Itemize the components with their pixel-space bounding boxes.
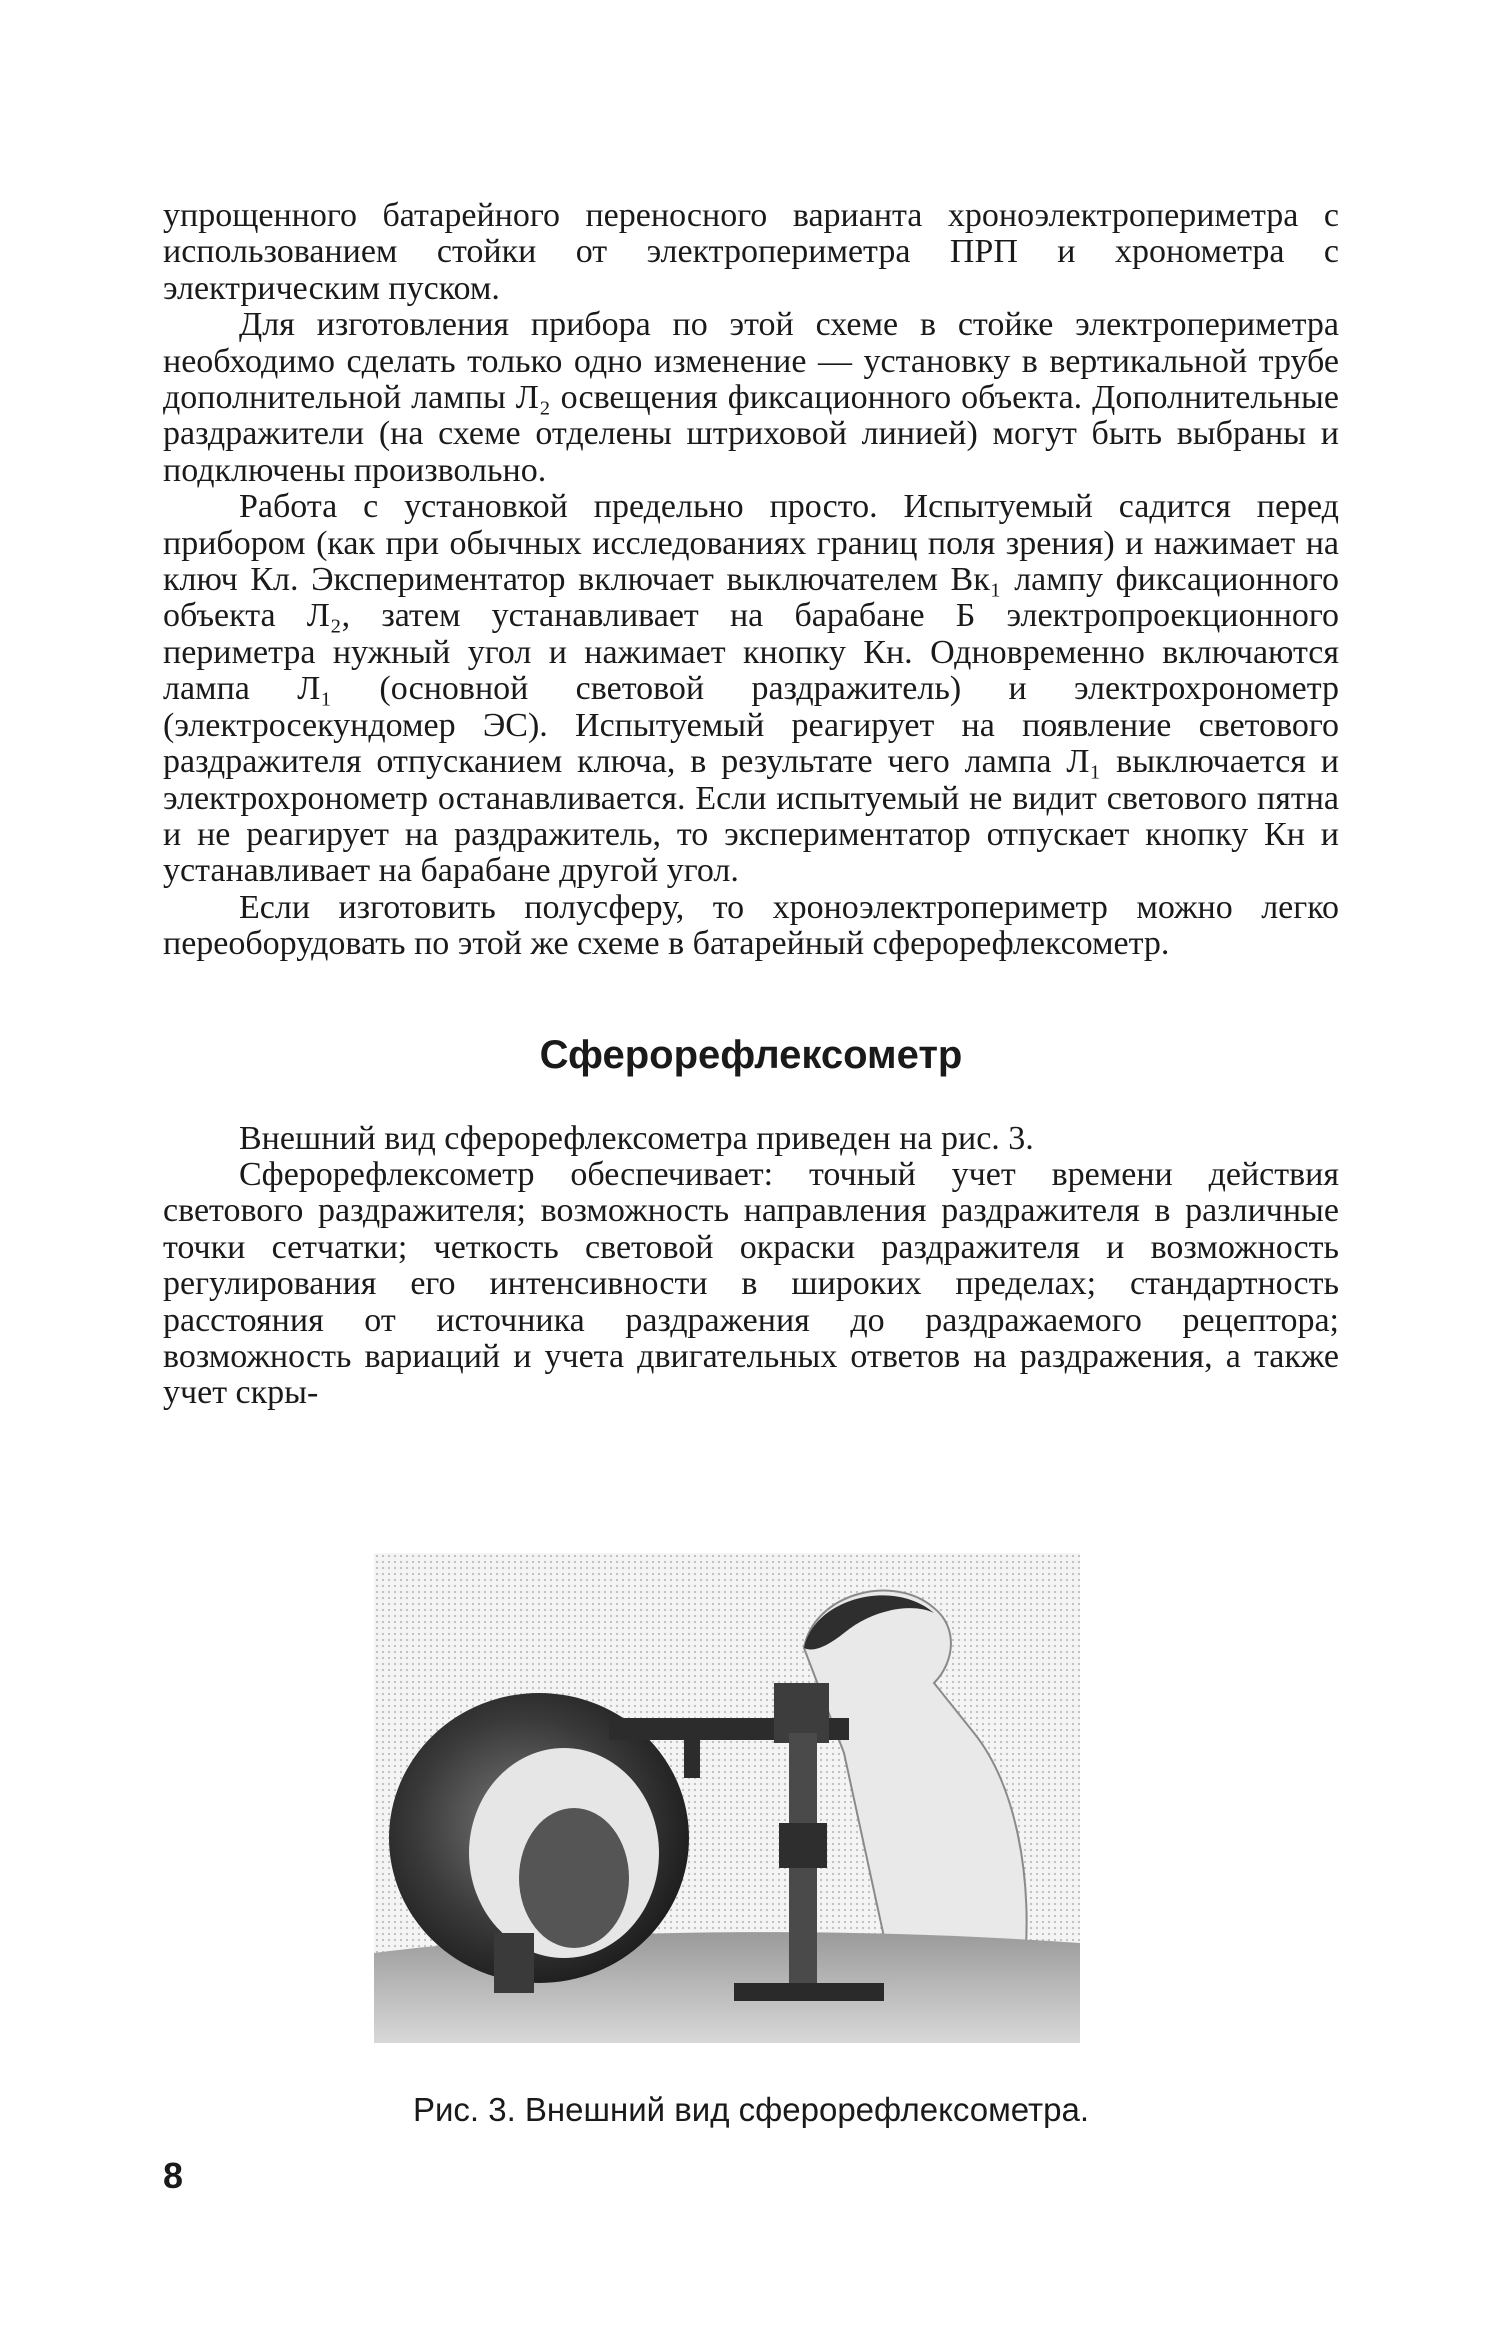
paragraph-device-manufacturing: Для изготовления прибора по этой схеме в стойке электропериметра необходимо сделать только одно изменение — установку в вертикальной трубе дополнительной лампы Л₂ освещения фиксационного объекта. Дополнительные раздражители (на схеме отделены штриховой линией) могут быть выбраны и подключены произвольно. [163,306,1339,489]
subject-head [519,1808,629,1948]
spherereflexometer-photo [374,1553,1080,2043]
hemisphere-stand [494,1933,534,1993]
text-column [163,198,1339,1412]
column-collar [779,1823,827,1868]
arm-pin [684,1728,700,1778]
section-heading: Сферорефлексометр [539,1032,963,1077]
paragraph-continuation: упрощенного батарейного переносного варианта хроноэлектропериметра с использованием стойки от электропериметра ПРП и хронометра с электрическим пуском. [163,197,1339,307]
figure-photo [374,1553,1080,2043]
paragraph-features: Сферорефлексометр обеспечивает: точный учет времени действия светового раздражителя; возможность направления раздражителя в различные точки сетчатки; четкость световой окраски раздражителя и возможность регулирования его интенсивности в широких пределах; стандартность расстояния от источника раздражения до раздражаемого рецептора; возможность вариаций и учета двигательных ответов на раздражения, а также учет скры- [163,1155,1339,1412]
paragraph-appearance: Внешний вид сферорефлексометра приведен на рис. 3. [239,1119,1034,1157]
paragraph-hemisphere: Если изготовить полусферу, то хроноэлектропериметр можно легко переоборудовать по этой же схеме в батарейный сферорефлексометр. [163,888,1339,963]
paragraph-operation: Работа с установкой предельно просто. Испытуемый садится перед прибором (как при обычных исследованиях границ поля зрения) и нажимает на ключ Кл. Экспериментатор включает выключателем Вк₁ лампу фиксационного объекта Л₂, затем устанавливает на барабане Б электропроекционного периметра нужный угол и нажимает кнопку Кн. Одновременно включаются лампа Л₁ (основной световой раздражитель) и электрохронометр (электросекундомер ЭС). Испытуемый реагирует на появление светового раздражителя отпусканием ключа, в результате чего лампа Л₁ выключается и электрохронометр останавливается. Если испытуемый не видит светового пятна и не реагирует на раздражитель, то экспериментатор отпускает кнопку Кн и устанавливает на барабане другой угол. [163,488,1339,890]
figure-caption: Рис. 3. Внешний вид сферорефлексометра. [412,2091,1090,2128]
instrument-base [734,1983,884,2001]
page-number: 8 [163,2155,184,2196]
